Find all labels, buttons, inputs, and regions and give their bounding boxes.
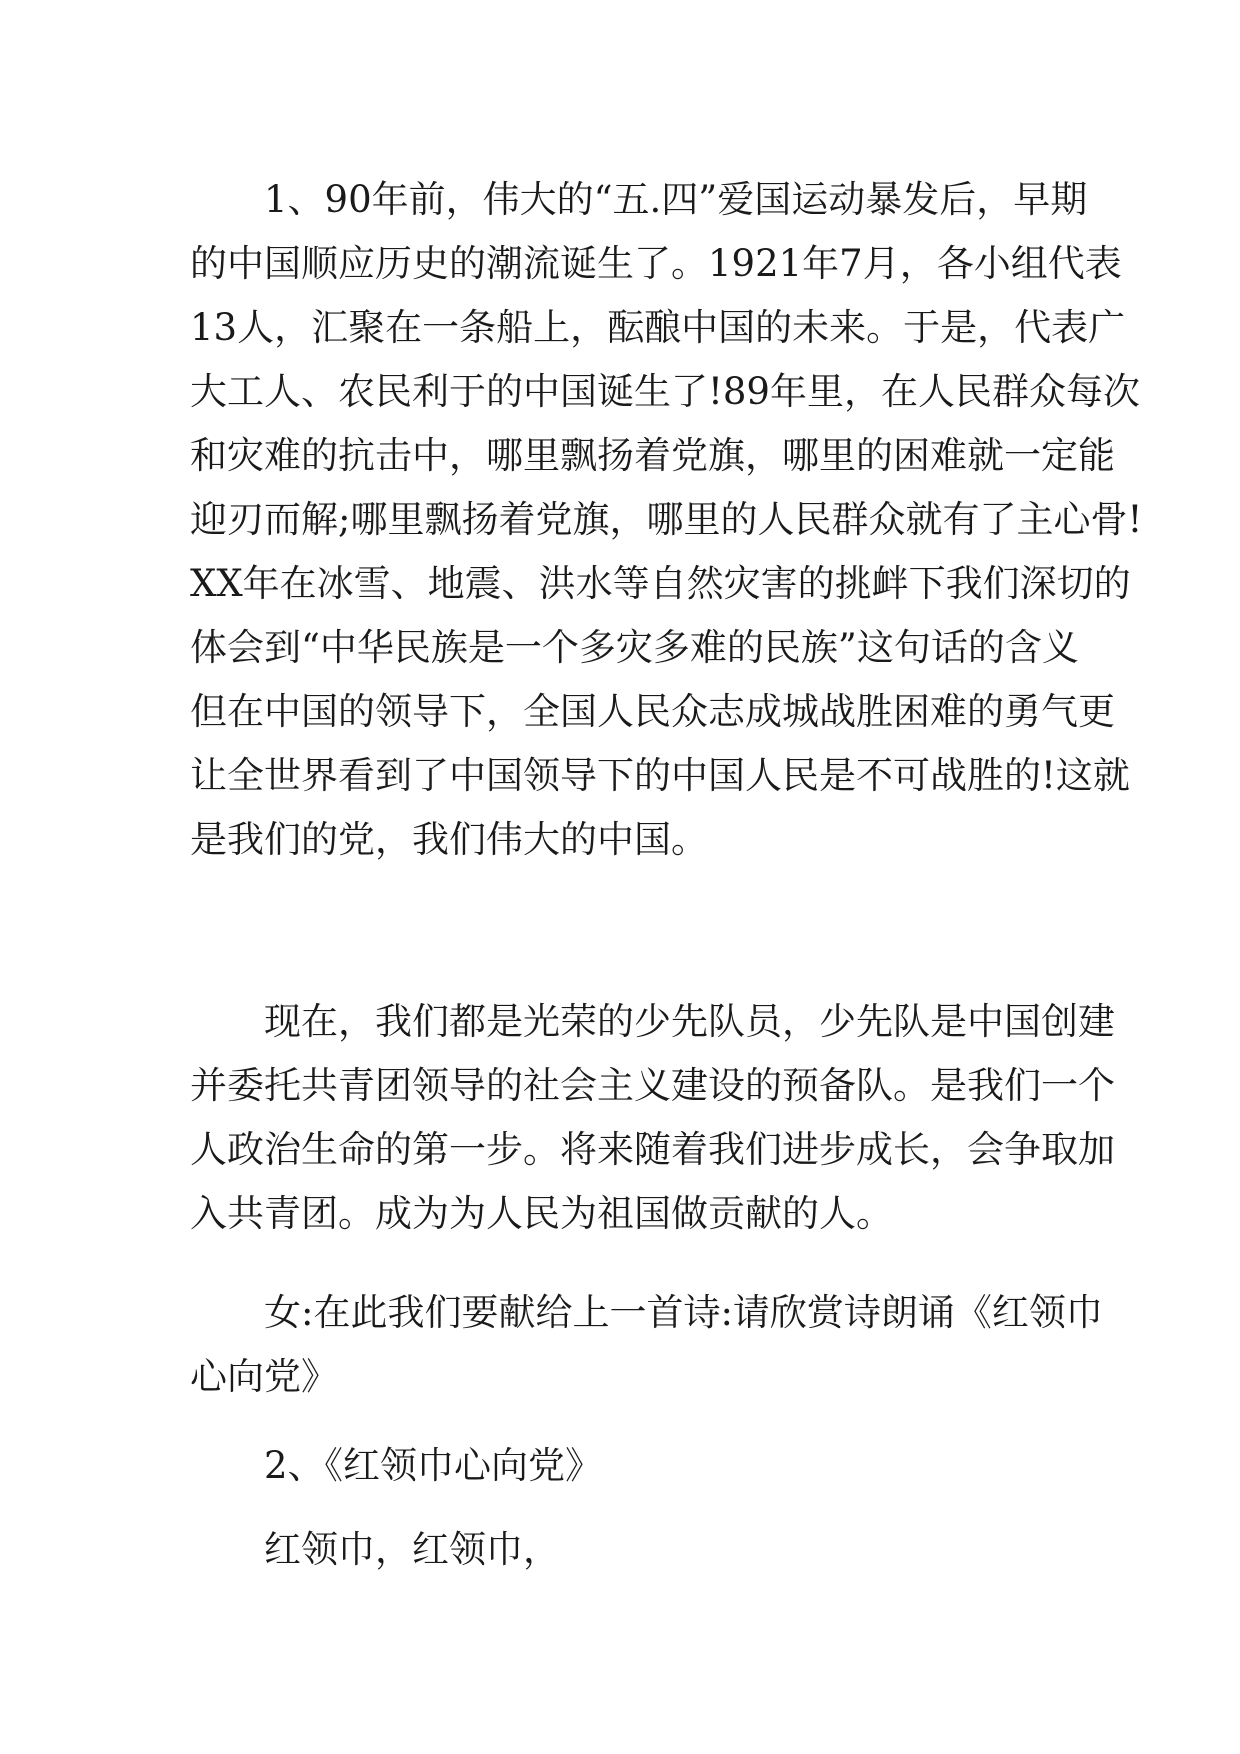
poem-title [190,1434,1070,1498]
text-line: 并委托共青团领导的社会主义建设的预备队。是我们一个 [190,1064,1115,1107]
paragraph-young-pioneers [190,990,1115,1246]
text-line: 的中国顺应历史的潮流诞生了。1921年7月，各小组代表 [190,242,1122,285]
text-line: 13人，汇聚在一条船上，酝酿中国的未来。于是，代表广 [190,306,1126,349]
text-line: 心向党》 [190,1355,338,1398]
text-line: 入共青团。成为为人民为祖国做贡献的人。 [190,1192,893,1235]
text-line: 2、《红领巾心向党》 [190,1444,603,1487]
text-line: 女:在此我们要献给上一首诗:请欣赏诗朗诵《红领巾 [190,1291,1103,1334]
text-line: 迎刃而解;哪里飘扬着党旗，哪里的人民群众就有了主心骨! [190,498,1143,541]
text-line: 1、90年前，伟大的“五.四”爱国运动暴发后，早期 [190,178,1088,221]
text-line: 现在，我们都是光荣的少先队员，少先队是中国创建 [190,1000,1115,1043]
text-line: 但在中国的领导下，全国人民众志成城战胜困难的勇气更 [190,690,1115,733]
paragraph-history [190,168,1143,872]
text-line: 大工人、农民利于的中国诞生了!89年里，在人民群众每次 [190,370,1140,413]
text-line: 红领巾，红领巾， [190,1528,560,1571]
poem-first-line [190,1518,1070,1582]
text-line: 体会到“中华民族是一个多灾多难的民族”这句话的含义 [190,626,1079,669]
text-line: 人政治生命的第一步。将来随着我们进步成长，会争取加 [190,1128,1115,1171]
text-line: 让全世界看到了中国领导下的中国人民是不可战胜的!这就 [190,754,1130,797]
text-line: XX年在冰雪、地震、洪水等自然灾害的挑衅下我们深切的 [190,562,1131,605]
text-line: 和灾难的抗击中，哪里飘扬着党旗，哪里的困难就一定能 [190,434,1115,477]
text-line: 是我们的党，我们伟大的中国。 [190,818,708,861]
paragraph-poem-intro [190,1281,1103,1409]
